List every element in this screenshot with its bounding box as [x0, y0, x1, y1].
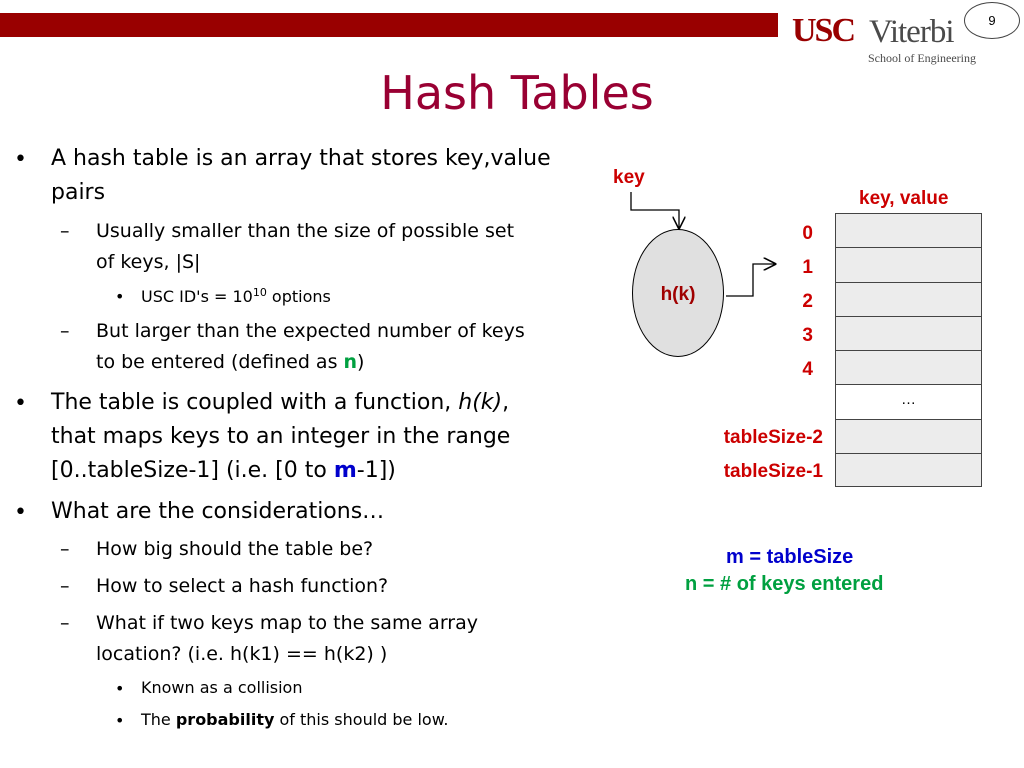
text-run: [0..tableSize-1] (i.e. [0 to: [51, 458, 334, 483]
usc-viterbi-logo: [792, 10, 992, 70]
text-run: to be entered (defined as: [96, 351, 344, 373]
page-number: 9: [988, 13, 996, 28]
var-n: n: [343, 351, 358, 373]
table-cell-ellipsis: …: [835, 384, 982, 418]
table-cell: [835, 282, 982, 316]
text-run: ): [357, 351, 365, 373]
dash-marker: –: [60, 612, 70, 634]
bullet-marker: •: [115, 287, 125, 306]
bullet-2-line-2: that maps keys to an integer in the range: [51, 424, 511, 449]
bullet-marker: •: [14, 147, 27, 172]
bullet-2-line-1: [51, 390, 509, 415]
bullet-3-sub-3-sub-1: Known as a collision: [141, 678, 303, 697]
legend-m: m = tableSize: [726, 546, 854, 568]
index-tablesize-2: tableSize-2: [723, 427, 823, 448]
function-hk: h(k): [458, 390, 503, 415]
bullet-3-sub-1: How big should the table be?: [96, 538, 374, 560]
bold-probability: probability: [175, 710, 275, 729]
bullet-marker: •: [115, 711, 125, 730]
bullet-marker: •: [115, 679, 125, 698]
bullet-marker: •: [14, 391, 27, 416]
bullet-3-sub-3-line-2: location? (i.e. h(k1) == h(k2) ): [96, 643, 388, 665]
text-run: of this should be low.: [274, 710, 449, 729]
logo-school-text: School of Engineering: [868, 51, 976, 65]
bullet-1-sub-2-line-1: But larger than the expected number of keys: [96, 320, 525, 342]
index-3: 3: [802, 325, 813, 346]
usc-id-options: options: [266, 287, 331, 306]
bullet-1-line-1: A hash table is an array that stores key,value: [51, 146, 551, 171]
table-cell: [835, 316, 982, 350]
bullet-2-line-3: [51, 458, 396, 483]
exponent: 10: [252, 286, 267, 299]
index-tablesize-1: tableSize-1: [723, 461, 823, 482]
bullet-1-sub-1-sub-1: [141, 286, 331, 306]
text-run: The table is coupled with a function,: [51, 390, 459, 415]
hash-table-diagram: [600, 150, 1020, 610]
legend-n: n = # of keys entered: [685, 573, 884, 595]
table-array: [835, 213, 982, 487]
index-4: 4: [802, 359, 813, 380]
slide-title: Hash Tables: [380, 66, 654, 120]
dash-marker: –: [60, 220, 70, 242]
table-header: key, value: [859, 188, 949, 209]
key-label: key: [613, 167, 645, 188]
bullet-3-line-1: What are the considerations…: [51, 499, 385, 524]
usc-id-text: USC ID's = 10: [141, 287, 253, 306]
index-2: 2: [802, 291, 813, 312]
bullet-1-sub-1-line-1: Usually smaller than the size of possible set: [96, 220, 515, 242]
dash-marker: –: [60, 320, 70, 342]
text-run: The: [141, 710, 176, 729]
bullet-3-sub-2: How to select a hash function?: [96, 575, 389, 597]
bullet-1-line-2: pairs: [51, 180, 106, 205]
var-m: m: [333, 458, 357, 483]
bullet-1-sub-1-line-2: of keys, |S|: [96, 251, 201, 273]
bullet-3-sub-3-sub-2: [141, 710, 448, 729]
index-0: 0: [802, 223, 813, 244]
table-cell: [835, 213, 982, 247]
text-run: ,: [502, 390, 510, 415]
bullet-marker: •: [14, 500, 27, 525]
table-cell: [835, 419, 982, 453]
index-1: 1: [802, 257, 813, 278]
table-cell: [835, 453, 982, 487]
logo-viterbi-text: Viterbi: [869, 14, 954, 50]
hash-function-label: h(k): [660, 284, 696, 305]
dash-marker: –: [60, 538, 70, 560]
logo-usc-text: USC: [792, 12, 855, 49]
bullet-3-sub-3-line-1: What if two keys map to the same array: [96, 612, 479, 634]
text-run: -1]): [356, 458, 396, 483]
page-number-badge: [964, 2, 1020, 39]
key-arrow: [631, 192, 679, 228]
table-cell: [835, 350, 982, 384]
table-cell: [835, 247, 982, 281]
dash-marker: –: [60, 575, 70, 597]
bullet-1-sub-2-line-2: [96, 351, 364, 373]
